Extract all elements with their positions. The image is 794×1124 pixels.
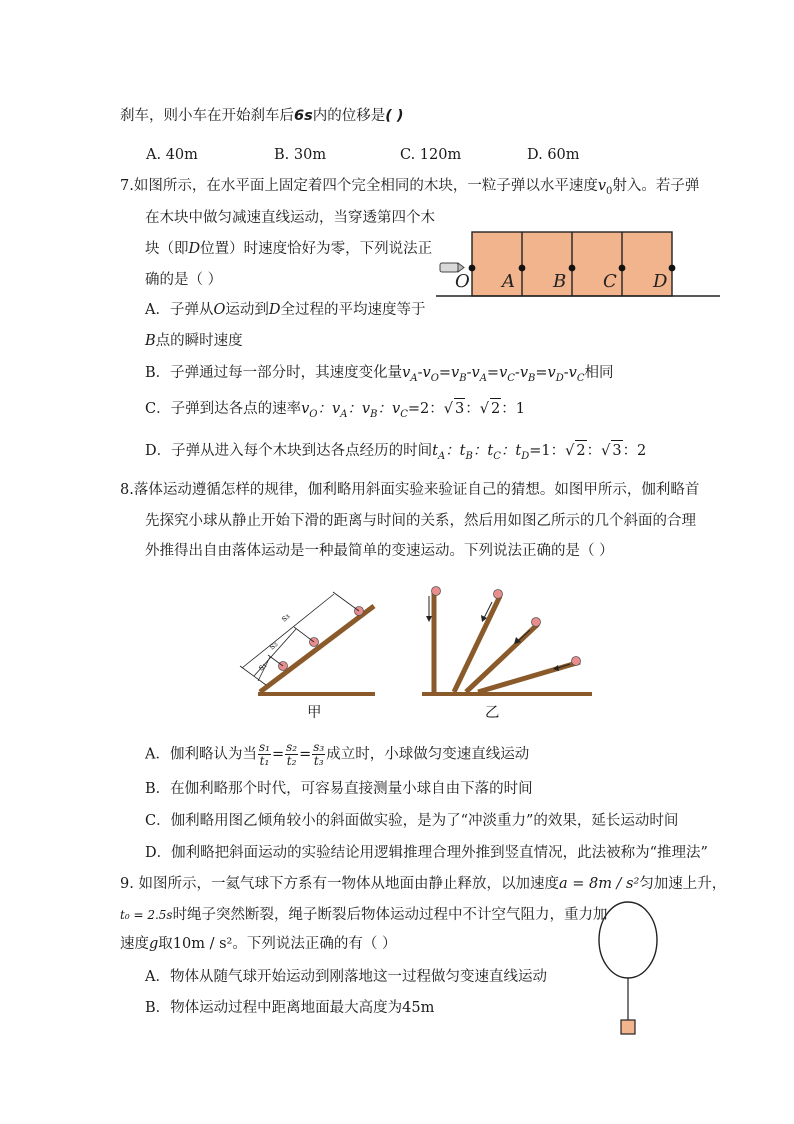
q9-line1-text: 9. 如图所示，一氦气球下方系有一物体从地面由静止释放，以加速度 [120,876,559,892]
q8-figure-jia [230,586,380,700]
q7-option-a-cont [145,331,243,351]
q7-option-a[interactable] [145,300,426,320]
q7-option-c[interactable] [145,398,525,425]
q6-tail-text2: 内的位移是 [312,108,386,124]
q9-line3-end: 。下列说法正确的有（ ） [232,936,397,952]
q7-optd-r1: =1： [529,443,566,459]
q8-frac2-num: s₂ [286,740,298,754]
q8-jia-label-s2: s₂ [267,639,281,653]
q6-time: 6s [294,108,313,124]
q8-option-a[interactable]: A．伽利略认为当 $\frac{\text{s₁}}{\text{t₁}}$ = $\frac{\text{s₂}}{\text{t₂}}$ = $\frac{\text{s₃}}{\text{t₃}}$ 成立时，小球做匀变速直线运动 [145,740,530,768]
q8-frac1-den: t₁ [259,754,270,768]
q8-yi-plank-mid [466,624,538,692]
q7-optc-r5: ：1 [501,401,525,417]
q7-optd-sqrt3-val: 3 [611,440,622,461]
q9-accel-math: a = 8m / s² [558,876,640,892]
q7-opta-text3: 全过程的平均速度等于 [280,302,426,318]
q9-balloon-figure [596,898,666,1038]
q7-v0-sub: 0 [606,185,613,197]
q7-optb-end: 相同 [584,365,614,381]
q8-frac1-num: s₁ [258,740,270,754]
q7-optd-r3: ： [586,443,602,459]
q9-balloon-icon [599,902,657,978]
q7-label-c: C [603,271,617,292]
q7-optc-text: C．子弹到达各点的速率 [145,401,302,417]
q9-line3-pre: 速度 [120,936,149,952]
q7-optd-sqrt2: √ 2 [565,443,586,459]
q9-option-b[interactable] [145,998,434,1018]
q8-jia-ext-3 [333,592,359,611]
q8-frac2-den: t₂ [286,754,297,768]
q8-frac3-den: t₃ [313,754,324,768]
q7-opta-text4: 点的瞬时速度 [155,333,243,349]
q9-stem-line3 [120,934,396,954]
q8-opta-frac-3 [312,741,325,768]
q6-tail [120,106,404,126]
q8-caption-jia: 甲 [307,705,322,721]
q8-opta-frac-2 [285,741,298,768]
q7-optd-sqrt3: √ 3 [601,443,622,459]
q7-v0-var: v [597,178,607,194]
q8-opta-frac-1 [258,741,271,768]
q7-line1-end: 射入。若子弹 [612,178,700,194]
q7-optd-text: D．子弹从进入每个木块到达各点经历的时间 [145,443,433,459]
q7-line3b: 位置）时速度恰好为零，下列说法正 [200,241,433,257]
q9-stem-line1 [120,874,726,894]
q7-option-d[interactable] [145,440,646,467]
q8-stem-line3: 外推得出自由落体运动是一种最简单的变速运动。下列说法正确的是（ ） [145,543,614,559]
q8-stem-line2: 先探究小球从静止开始下滑的距离与时间的关系，然后用如图乙所示的几个斜面的合理 [145,513,696,529]
q9-option-a[interactable]: A．物体从随气球开始运动到刚落地这一过程做匀变速直线运动 [145,969,547,985]
q7-label-d: D [653,271,668,292]
q8-jia-label-s1: s₁ [256,660,270,674]
q8-option-d[interactable]: D．伽利略把斜面运动的实验结论用逻辑推理合理外推到竖直情况，此法被称为“推理法” [145,845,708,861]
q8-stem-line1: 8.落体运动遵循怎样的规律，伽利略用斜面实验来验证自己的猜想。如图甲所示，伽利略首 [120,482,700,498]
q7-point-c [619,265,626,272]
q9-t0-math: t₀ = 2.5s [120,908,173,922]
q7-point-a [519,265,526,272]
q7-optc-sqrt3-val: 3 [454,398,465,419]
q8-figure-yi [420,584,596,700]
q7-optc-vars: $v_O$：$v_A$：$v_B$：$v_C$ [301,401,408,420]
q9-line1-end: 匀加速上升， [639,876,727,892]
q9-line3-mid: 取 [158,936,173,952]
q7-label-a: A [502,271,515,292]
q9-optb-text: B．物体运动过程中距离地面最大高度为 [145,1000,403,1016]
q7-blocks-figure [436,228,726,302]
q7-optc-sqrt2-val: 2 [490,398,501,419]
q6-option-d[interactable]: D. 60m [527,147,580,163]
q7-stem-line1 [120,176,699,202]
q7-opta-d: D [268,302,281,318]
q6-option-c[interactable]: C. 120m [400,147,462,163]
q7-point-b [569,265,576,272]
q7-label-b: B [553,271,567,292]
q8-jia-ext-2 [294,627,314,642]
q9-g-math: 10m / s² [172,936,233,952]
q9-line2-text: 时绳子突然断裂，绳子断裂后物体运动过程中不计空气阻力，重力加 [172,907,608,923]
q7-stem-line4: 确的是（ ） [145,272,223,288]
q8-jia-ext-1 [268,655,283,666]
q8-caption-yi: 乙 [485,705,500,721]
q6-option-b[interactable]: B. 30m [274,147,327,163]
q7-line3-d: D [188,241,201,257]
q7-optd-r5: ：2 [622,443,647,459]
q9-g-var: g [149,936,159,952]
q7-optc-sqrt3: √ 3 [444,401,465,417]
q7-opta-o: O [213,302,226,318]
q7-opta-b: B [145,333,156,349]
q8-opta-end: 成立时，小球做匀变速直线运动 [326,746,530,763]
q7-optd-sqrt2-val: 2 [575,440,586,461]
q8-option-c[interactable]: C．伽利略用图乙倾角较小的斜面做实验，是为了“冲淡重力”的效果，延长运动时间 [145,813,679,829]
q9-stem-line2 [120,905,608,925]
q8-yi-ball-mid [532,618,541,627]
q7-option-b[interactable] [145,363,614,389]
q8-yi-arrowhead-vertical-icon [426,616,432,622]
q8-yi-ball-steep [494,590,503,599]
q9-optb-value: 45m [402,1000,435,1016]
q7-stem-line2: 在木块中做匀减速直线运动，当穿透第四个木 [145,210,435,226]
q7-optc-r1: =2： [407,401,444,417]
q6-answer-paren: ( ) [385,108,404,124]
q7-line3a: 块（即 [145,241,189,257]
q9-object-box [621,1020,635,1034]
q7-opta-text2: 运动到 [225,302,269,318]
q8-yi-plank-steep [454,596,500,692]
q7-point-d [669,265,676,272]
q6-tail-text: 刹车，则小车在开始刹车后 [120,108,294,124]
q8-yi-ball-vertical [432,587,441,596]
q7-stem-line3 [145,239,432,259]
q6-option-a[interactable]: A. 40m [146,147,198,163]
q7-line1-text: 7.如图所示，在水平面上固定着四个完全相同的木块，一粒子弹以水平速度 [120,178,598,194]
q8-yi-ball-shallow [572,657,581,666]
q8-frac3-num: s₃ [313,740,325,754]
q7-optc-r3: ： [465,401,480,417]
q7-optd-vars: $t_A$：$t_B$：$t_C$：$t_D$ [432,443,530,462]
q7-optb-text: B．子弹通过每一部分时，其速度变化量 [145,365,403,381]
q7-label-o: O [455,271,470,292]
q7-optc-sqrt2: √ 2 [480,401,501,417]
q8-option-b[interactable]: B．在伽利略那个时代，可容易直接测量小球自由下落的时间 [145,781,533,797]
q7-optb-formula: $v_A-v_O=v_B-v_A=v_C-v_B=v_D-v_C$ [402,365,585,384]
q8-opta-text: A．伽利略认为当 [145,746,257,763]
q8-jia-label-s3: s₃ [279,611,293,625]
q7-opta-text1: A．子弹从 [145,302,214,318]
q8-jia-dim-s3 [242,594,334,668]
